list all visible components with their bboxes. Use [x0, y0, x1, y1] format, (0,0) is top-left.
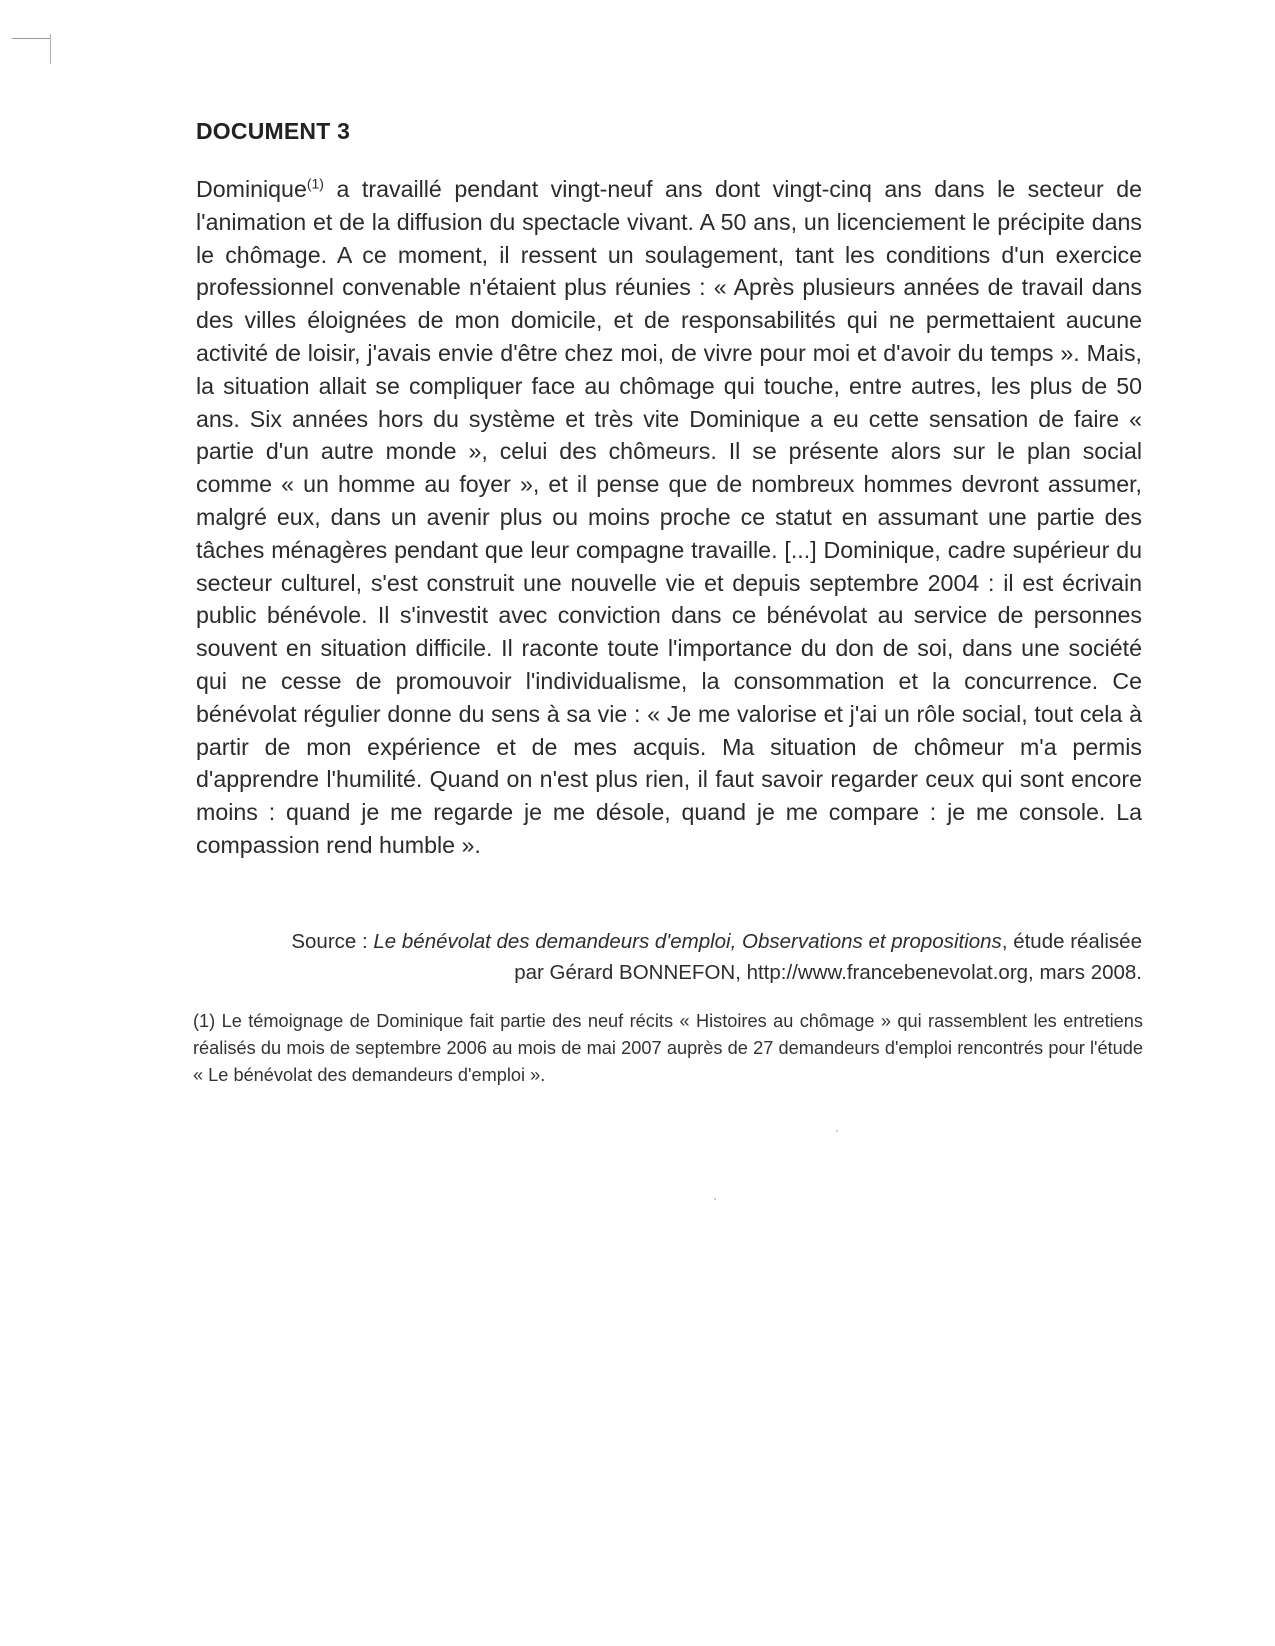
source-prefix: Source :	[291, 930, 374, 953]
footnote-reference: (1)	[306, 175, 324, 192]
footnote: (1) Le témoignage de Dominique fait partie des neuf récits « Histoires au chômage » qui rassemblent les entretiens réalisés du mois de septembre 2006 au mois de mai 2007 auprès de 27 demandeurs d'emploi rencontrés pour l'étude « Le bénévolat des demandeurs d'emploi ».	[193, 1011, 1143, 1085]
scan-mark-vertical	[50, 34, 51, 64]
scan-corner-mark	[12, 34, 52, 44]
scan-mark-horizontal	[12, 38, 50, 39]
document-heading: DOCUMENT 3	[196, 118, 351, 144]
body-name: Dominique	[196, 176, 307, 202]
source-citation	[260, 926, 1142, 988]
source-suffix: , étude réalisée par Gérard BONNEFON, http://www.francebenevolat.org, mars 2008.	[514, 930, 1142, 984]
body-paragraph: a travaillé pendant vingt-neuf ans dont vingt-cinq ans dans le secteur de l'animation et de la diffusion du spectacle vivant. A 50 ans, un licenciement le précipite dans le chômage. A ce moment, il ressent un soulagement, tant les conditions d'un exercice professionnel convenable n'étaient plus réunies : « Après plusieurs années de travail dans des villes éloignées de mon domicile, et de responsabilités qui ne permettaient aucune activité de loisir, j'avais envie d'être chez moi, de vivre pour moi et d'avoir du temps ». Mais, la situation allait se compliquer face au chômage qui touche, entre autres, les plus de 50 ans. Six années hors du système et très vite Dominique a eu cette sensation de faire « partie d'un autre monde », celui des chômeurs. Il se présente alors sur le plan social comme « un homme au foyer », et il pense que de nombreux hommes devront assumer, malgré eux, dans un avenir plus ou moins proche ce statut en assumant une partie des tâches ménagères pendant que leur compagne travaille. [...] Dominique, cadre supérieur du secteur culturel, s'est construit une nouvelle vie et depuis septembre 2004 : il est écrivain public bénévole. Il s'investit avec conviction dans ce bénévolat au service de personnes souvent en situation difficile. Il raconte toute l'importance du don de soi, dans une société qui ne cesse de promouvoir l'individualisme, la consommation et la concurrence. Ce bénévolat régulier donne du sens à sa vie : « Je me valorise et j'ai un rôle social, tout cela à partir de mon expérience et de mes acquis. Ma situation de chômeur m'a permis d'apprendre l'humilité. Quand on n'est plus rien, il faut savoir regarder ceux qui sont encore moins : quand je me regarde je me désole, quand je me compare : je me console. La compassion rend humble ».	[196, 176, 1142, 858]
source-title: Le bénévolat des demandeurs d'emploi, Observations et propositions	[373, 930, 1002, 953]
scan-speck	[714, 1198, 716, 1200]
scan-speck	[836, 1130, 838, 1132]
document-body	[196, 173, 1142, 862]
